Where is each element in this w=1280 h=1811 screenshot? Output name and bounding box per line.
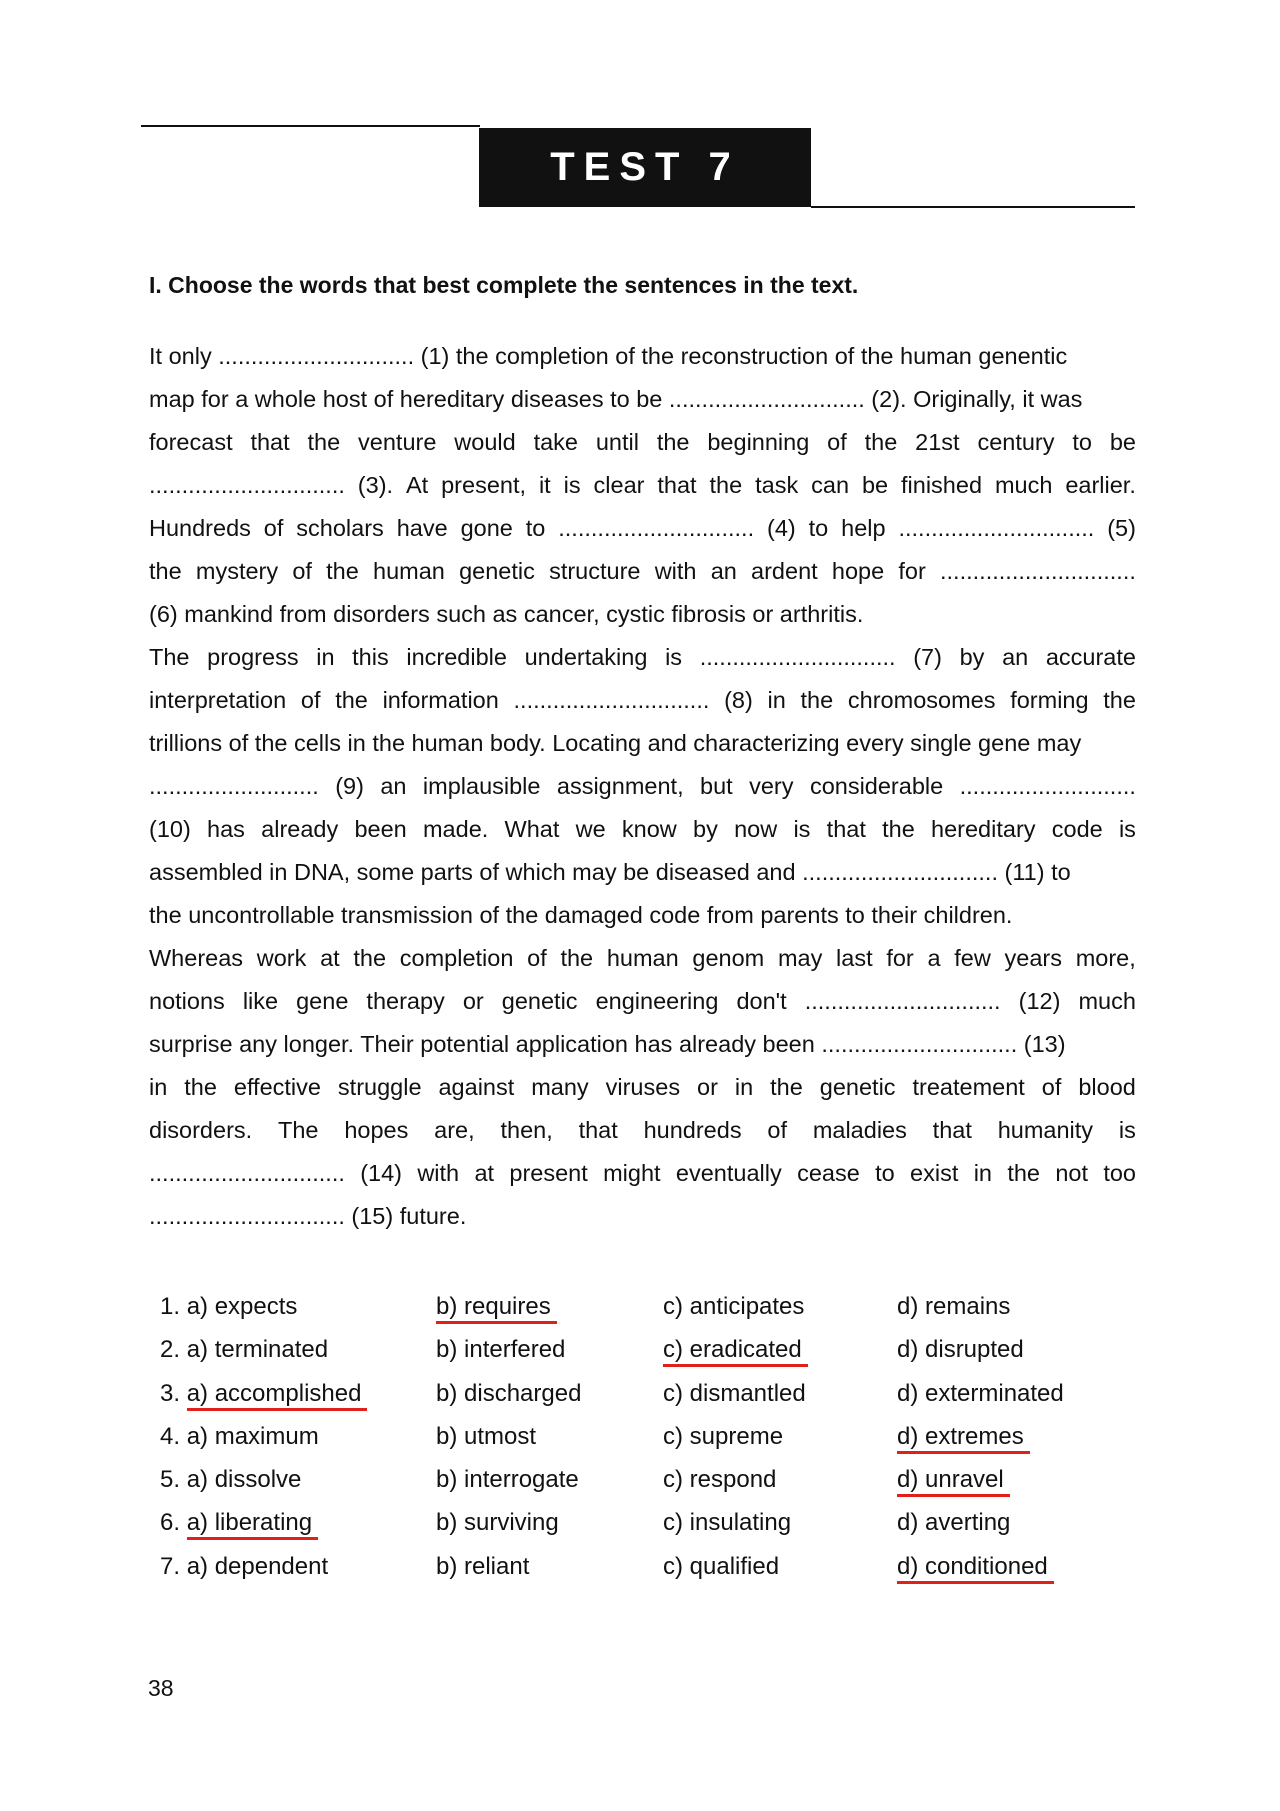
passage-word: .............................. xyxy=(804,988,1001,1014)
passage-word: in xyxy=(973,1160,992,1186)
passage-word: but xyxy=(700,773,733,799)
passage-word: human xyxy=(373,558,445,584)
passage-word: considerable xyxy=(809,773,944,799)
passage-word: chromosomes xyxy=(847,687,996,713)
option-cell xyxy=(897,1458,1147,1501)
answer-choice: b) interrogate xyxy=(436,1466,579,1494)
answer-choice: c) dismantled xyxy=(663,1379,806,1407)
passage-word: genetic xyxy=(501,988,578,1014)
passage-word: like xyxy=(242,988,279,1014)
passage-word: At xyxy=(405,472,429,498)
option-cell xyxy=(160,1285,436,1328)
passage-word: much xyxy=(994,472,1053,498)
answer-choice: b) interfered xyxy=(436,1336,566,1364)
answer-choice: b) reliant xyxy=(436,1552,530,1580)
passage-line xyxy=(149,1152,1136,1195)
passage-word: an xyxy=(710,558,737,584)
option-row xyxy=(160,1415,1147,1458)
answer-choice: b) discharged xyxy=(436,1379,582,1407)
answer-choice: c) anticipates xyxy=(663,1293,805,1320)
passage-word: map for a whole host of hereditary diseases to be .............................. (2). Originally, it was xyxy=(149,386,1083,412)
passage-word: or xyxy=(462,988,484,1014)
marked-answer: a) accomplished xyxy=(187,1380,368,1411)
passage-word: accurate xyxy=(1045,644,1136,670)
passage-word: is xyxy=(665,644,683,670)
passage-word: a xyxy=(927,945,941,971)
passage-word: don't xyxy=(736,988,787,1014)
passage-word: .............................. xyxy=(558,515,755,541)
passage-word: more, xyxy=(1075,945,1136,971)
option-cell xyxy=(663,1545,897,1588)
passage-word: take xyxy=(533,429,578,455)
passage-line xyxy=(149,808,1136,851)
passage-word: Whereas xyxy=(149,945,244,971)
passage-word: scholars xyxy=(296,515,384,541)
answer-choice: c) respond xyxy=(663,1466,777,1494)
passage-line xyxy=(149,593,1136,636)
passage-word: to xyxy=(525,515,546,541)
passage-word: of xyxy=(827,429,847,455)
passage-word: with xyxy=(417,1160,460,1186)
passage-word: forecast xyxy=(149,429,233,455)
option-cell xyxy=(436,1501,663,1544)
passage-word: .............................. xyxy=(149,1160,345,1186)
passage-word: finished xyxy=(901,472,983,498)
option-cell xyxy=(897,1415,1147,1458)
passage-word: gone xyxy=(460,515,513,541)
section-instruction: I. Choose the words that best complete the sentences in the text. xyxy=(149,272,859,298)
passage-word: of xyxy=(1041,1074,1062,1100)
answer-choice: d) disrupted xyxy=(897,1336,1024,1364)
option-row xyxy=(160,1328,1147,1371)
answer-choice: a) maximum xyxy=(186,1422,319,1450)
passage-word: assembled in DNA, some parts of which may be diseased and .............................. (11) to xyxy=(149,859,1071,885)
option-row xyxy=(160,1501,1147,1544)
passage-word: the xyxy=(149,558,182,584)
passage-word: the xyxy=(709,472,743,498)
passage-word: are, xyxy=(434,1117,475,1143)
answer-choice: a) terminated xyxy=(186,1336,329,1364)
option-cell xyxy=(160,1501,436,1544)
passage-word: venture xyxy=(358,429,437,455)
passage-word: we xyxy=(575,816,606,842)
test-title-banner: TEST 7 xyxy=(479,128,811,207)
passage-word: surprise any longer. Their potential application has already been .............................. (13) xyxy=(149,1031,1066,1057)
passage-word: with xyxy=(654,558,697,584)
passage-word: at xyxy=(320,945,340,971)
passage-word: 21st xyxy=(915,429,960,455)
passage-line xyxy=(149,1023,1136,1066)
passage-word: .............................. xyxy=(940,558,1136,584)
passage-line xyxy=(149,421,1136,464)
question-number: 5. xyxy=(160,1466,187,1494)
passage-word: that xyxy=(578,1117,618,1143)
option-cell xyxy=(897,1545,1147,1588)
passage-word: that xyxy=(250,429,290,455)
passage-line xyxy=(149,1066,1136,1109)
passage-word: .............................. (15) future. xyxy=(149,1203,467,1229)
passage-word: (9) xyxy=(335,773,364,799)
passage-word: notions xyxy=(149,988,225,1014)
passage-word: eventually xyxy=(675,1160,782,1186)
answer-choice: c) qualified xyxy=(663,1552,780,1580)
passage-word: The xyxy=(278,1117,319,1143)
passage-word: the xyxy=(353,945,387,971)
passage-word: an xyxy=(1002,644,1029,670)
passage-word: the xyxy=(1007,1160,1040,1186)
passage-word: treatement xyxy=(912,1074,1025,1100)
option-cell xyxy=(897,1501,1147,1544)
passage-word: present xyxy=(509,1160,588,1186)
passage-word: The xyxy=(149,644,190,670)
option-cell xyxy=(436,1372,663,1415)
answer-choice: a) dissolve xyxy=(186,1466,302,1494)
passage-word: hereditary xyxy=(931,816,1036,842)
option-cell xyxy=(897,1372,1147,1415)
passage-word: (4) xyxy=(767,515,796,541)
passage-word: hope xyxy=(831,558,885,584)
passage-word: incredible xyxy=(406,644,507,670)
passage-word: might xyxy=(603,1160,661,1186)
passage-word: engineering xyxy=(595,988,719,1014)
option-cell xyxy=(160,1545,436,1588)
answer-choice: d) exterminated xyxy=(897,1379,1064,1407)
passage-word: interpretation xyxy=(149,687,287,713)
passage-word: been xyxy=(354,816,407,842)
passage-word: of xyxy=(263,515,284,541)
passage-word: be xyxy=(861,472,889,498)
passage-word: the xyxy=(1103,687,1136,713)
passage-word: by xyxy=(693,816,718,842)
option-cell xyxy=(160,1372,436,1415)
option-cell xyxy=(663,1458,897,1501)
marked-answer: c) eradicated xyxy=(663,1336,808,1367)
passage-word: gene xyxy=(296,988,349,1014)
option-cell xyxy=(436,1545,663,1588)
passage-line xyxy=(149,679,1136,722)
passage-word: It only .............................. (1) the completion of the reconstruction of the human genentic xyxy=(149,343,1068,369)
passage-word: the uncontrollable transmission of the damaged code from parents to their children. xyxy=(149,902,1013,928)
option-row xyxy=(160,1285,1147,1328)
answer-choice: d) remains xyxy=(897,1293,1011,1320)
passage-line xyxy=(149,507,1136,550)
passage-line xyxy=(149,765,1136,808)
passage-word: beginning xyxy=(707,429,810,455)
passage-word: exist xyxy=(910,1160,959,1186)
passage-word: .............................. xyxy=(149,472,345,498)
passage-word: human xyxy=(606,945,679,971)
marked-answer: d) conditioned xyxy=(897,1553,1054,1584)
passage-word: for xyxy=(898,558,926,584)
passage-word: the xyxy=(307,429,341,455)
passage-line xyxy=(149,937,1136,980)
passage-word: the xyxy=(770,1074,803,1100)
passage-line xyxy=(149,722,1136,765)
passage-word: that xyxy=(826,816,866,842)
passage-word: at xyxy=(474,1160,495,1186)
option-cell xyxy=(663,1501,897,1544)
passage-line xyxy=(149,378,1136,421)
passage-word: completion xyxy=(399,945,514,971)
passage-line xyxy=(149,550,1136,593)
passage-line xyxy=(149,464,1136,507)
passage-word: is xyxy=(793,816,811,842)
passage-word: hopes xyxy=(344,1117,409,1143)
passage-word: many xyxy=(531,1074,589,1100)
passage-word: ........................... xyxy=(959,773,1136,799)
passage-word: not xyxy=(1055,1160,1088,1186)
passage-word: present, xyxy=(441,472,527,498)
passage-word: work xyxy=(256,945,307,971)
passage-word: What xyxy=(504,816,560,842)
passage-word: in xyxy=(149,1074,168,1100)
passage-word: the xyxy=(656,429,690,455)
option-cell xyxy=(436,1285,663,1328)
option-cell xyxy=(663,1328,897,1371)
passage-word: disorders. xyxy=(149,1117,253,1143)
passage-word: hundreds xyxy=(643,1117,742,1143)
passage-word: ardent xyxy=(751,558,818,584)
passage-word: therapy xyxy=(366,988,445,1014)
passage-word: the xyxy=(335,687,368,713)
passage-word: too xyxy=(1103,1160,1136,1186)
passage-word: genom xyxy=(692,945,765,971)
option-cell xyxy=(663,1415,897,1458)
passage-word: last xyxy=(836,945,873,971)
answer-choice: a) expects xyxy=(186,1293,298,1320)
passage-word: much xyxy=(1078,988,1136,1014)
page-number: 38 xyxy=(148,1675,174,1701)
passage-word: may xyxy=(777,945,823,971)
passage-word: of xyxy=(300,687,321,713)
passage-word: against xyxy=(438,1074,515,1100)
passage-word: that xyxy=(657,472,697,498)
passage-word: already xyxy=(261,816,339,842)
passage-word: is xyxy=(1118,1117,1136,1143)
passage-word: to xyxy=(875,1160,895,1186)
answer-choice: b) utmost xyxy=(436,1422,537,1450)
option-cell xyxy=(663,1372,897,1415)
passage-word: is xyxy=(563,472,581,498)
passage-word: effective xyxy=(233,1074,321,1100)
passage-line xyxy=(149,335,1136,378)
passage-word: this xyxy=(352,644,389,670)
option-cell xyxy=(663,1285,897,1328)
passage-word: clear xyxy=(593,472,645,498)
passage-word: know xyxy=(621,816,677,842)
passage-word: Hundreds xyxy=(149,515,251,541)
passage-word: until xyxy=(595,429,639,455)
passage-word: (6) mankind from disorders such as cancer, cystic fibrosis or arthritis. xyxy=(149,601,864,627)
passage-word: has xyxy=(207,816,245,842)
passage-word: then, xyxy=(500,1117,553,1143)
option-cell xyxy=(436,1328,663,1371)
passage-word: humanity xyxy=(997,1117,1094,1143)
option-cell xyxy=(436,1415,663,1458)
passage-word: or xyxy=(697,1074,718,1100)
passage-word: of xyxy=(767,1117,787,1143)
passage-word: made. xyxy=(422,816,489,842)
passage-word: .............................. xyxy=(513,687,710,713)
question-number: 3. xyxy=(160,1379,187,1407)
passage-word: mystery xyxy=(195,558,279,584)
marked-answer: b) requires xyxy=(436,1293,557,1324)
option-row xyxy=(160,1545,1147,1588)
reading-passage xyxy=(149,335,1136,1238)
passage-word: trillions of the cells in the human body. Locating and characterizing every single gene may xyxy=(149,730,1082,756)
option-cell xyxy=(436,1458,663,1501)
passage-word: few xyxy=(954,945,991,971)
passage-word: .............................. xyxy=(699,644,896,670)
passage-word: have xyxy=(396,515,448,541)
answer-options xyxy=(160,1285,1147,1588)
passage-word: to xyxy=(808,515,829,541)
passage-line xyxy=(149,1195,1136,1238)
option-cell xyxy=(160,1458,436,1501)
answer-choice: b) surviving xyxy=(436,1509,559,1537)
passage-word: genetic xyxy=(819,1074,896,1100)
passage-word: for xyxy=(886,945,914,971)
passage-word: would xyxy=(454,429,516,455)
question-number: 7. xyxy=(160,1552,187,1580)
passage-word: in xyxy=(734,1074,754,1100)
passage-word: help xyxy=(841,515,886,541)
passage-word: be xyxy=(1109,429,1136,455)
passage-word: an xyxy=(380,773,407,799)
option-cell xyxy=(160,1415,436,1458)
passage-word: that xyxy=(932,1117,972,1143)
passage-word: code xyxy=(1051,816,1103,842)
passage-word: the xyxy=(800,687,834,713)
passage-line xyxy=(149,894,1136,937)
header-rule-left xyxy=(141,125,480,127)
option-cell xyxy=(897,1285,1147,1328)
passage-word: (14) xyxy=(360,1160,402,1186)
passage-line xyxy=(149,851,1136,894)
passage-word: to xyxy=(1072,429,1092,455)
passage-word: (8) xyxy=(724,687,753,713)
question-number: 4. xyxy=(160,1422,187,1450)
passage-word: structure xyxy=(549,558,641,584)
passage-word: in xyxy=(316,644,335,670)
passage-word: the xyxy=(560,945,594,971)
marked-answer: a) liberating xyxy=(187,1509,318,1540)
passage-word: the xyxy=(864,429,898,455)
passage-word: (5) xyxy=(1107,515,1136,541)
passage-word: by xyxy=(959,644,985,670)
passage-line xyxy=(149,980,1136,1023)
passage-word: now xyxy=(734,816,778,842)
question-number: 2. xyxy=(160,1336,187,1364)
passage-line xyxy=(149,636,1136,679)
passage-word: forming xyxy=(1010,687,1089,713)
passage-word: assignment, xyxy=(556,773,684,799)
passage-word: is xyxy=(1118,816,1136,842)
header-rule-right xyxy=(811,206,1135,208)
marked-answer: d) unravel xyxy=(897,1466,1010,1497)
passage-word: very xyxy=(749,773,794,799)
option-cell xyxy=(897,1328,1147,1371)
passage-word: the xyxy=(184,1074,217,1100)
passage-word: earlier. xyxy=(1065,472,1136,498)
passage-word: cease xyxy=(797,1160,860,1186)
answer-choice: d) averting xyxy=(897,1509,1011,1537)
passage-word: .............................. xyxy=(898,515,1095,541)
passage-line xyxy=(149,1109,1136,1152)
passage-word: progress xyxy=(207,644,299,670)
passage-word: century xyxy=(977,429,1055,455)
passage-word: undertaking xyxy=(524,644,648,670)
passage-word: information xyxy=(382,687,499,713)
passage-word: of xyxy=(527,945,547,971)
passage-word: genetic xyxy=(459,558,535,584)
answer-choice: c) insulating xyxy=(663,1509,792,1537)
passage-word: implausible xyxy=(422,773,541,799)
passage-word: in xyxy=(767,687,786,713)
passage-word: maladies xyxy=(812,1117,907,1143)
passage-word: .......................... xyxy=(149,773,319,799)
option-row xyxy=(160,1458,1147,1501)
passage-word: of xyxy=(292,558,312,584)
question-number: 1. xyxy=(160,1293,187,1320)
passage-word: task xyxy=(755,472,799,498)
passage-word: can xyxy=(811,472,850,498)
question-number: 6. xyxy=(160,1509,187,1537)
option-cell xyxy=(160,1328,436,1371)
answer-choice: c) supreme xyxy=(663,1422,784,1450)
passage-word: the xyxy=(882,816,915,842)
passage-word: it xyxy=(538,472,551,498)
marked-answer: d) extremes xyxy=(897,1423,1030,1454)
passage-word: (3). xyxy=(357,472,394,498)
option-row xyxy=(160,1372,1147,1415)
passage-word: the xyxy=(326,558,359,584)
passage-word: blood xyxy=(1078,1074,1136,1100)
passage-word: struggle xyxy=(337,1074,422,1100)
answer-choice: a) dependent xyxy=(186,1552,329,1580)
passage-word: years xyxy=(1004,945,1062,971)
passage-word: (12) xyxy=(1018,988,1061,1014)
passage-word: (7) xyxy=(913,644,942,670)
passage-word: (10) xyxy=(149,816,191,842)
passage-word: viruses xyxy=(605,1074,681,1100)
